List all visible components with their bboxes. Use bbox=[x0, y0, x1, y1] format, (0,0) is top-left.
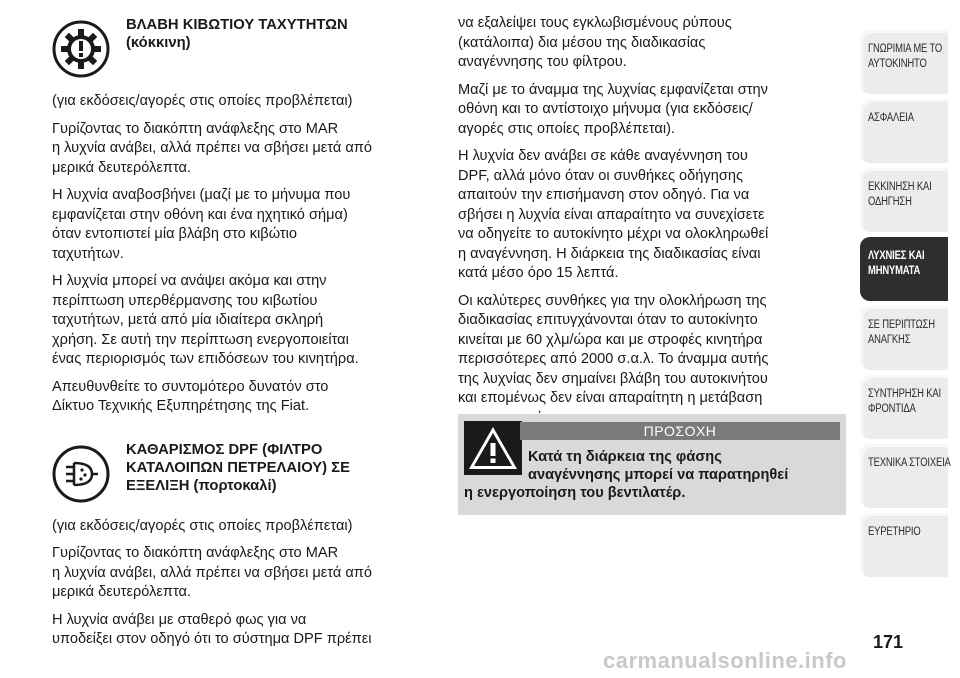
page-number: 171 bbox=[873, 632, 904, 652]
tab-starting-driving[interactable]: ΕΚΚΙΝΗΣΗ ΚΑΙ ΟΔΗΓΗΣΗ bbox=[860, 168, 948, 232]
section-dpf-cleaning-header bbox=[52, 439, 447, 503]
caution-heading: ΠΡΟΣΟΧΗ bbox=[520, 422, 840, 440]
availability-note: (για εκδόσεις/αγορές στις οποίες προβλέπεται) bbox=[52, 93, 353, 109]
paragraph: Απευθυνθείτε το συντομότερο δυνατόν στο Δίκτυο Τεχνικής Εξυπηρέτησης της Fiat. bbox=[52, 378, 329, 414]
paragraph: να εξαλείψει τους εγκλωβισμένους ρύπους (κατάλοιπα) δια μέσου της διαδικασίας αναγέννησης του φίλτρου. bbox=[458, 15, 732, 70]
watermark: carmanualsonline.info bbox=[603, 648, 847, 673]
paragraph: Γυρίζοντας το διακόπτη ανάφλεξης στο MAR η λυχνία ανάβει, αλλά πρέπει να σβήσει μετά από μερικά δευτερόλεπτα. bbox=[52, 120, 372, 176]
paragraph: Οι καλύτερες συνθήκες για την ολοκλήρωση της διαδικασίας επιτυγχάνονται όταν το αυτοκίνητο κινείται με 60 χλμ/ώρα και με στροφές κινητήρα περισσότερες από 2000 σ.α.λ. Το άναμμα αυτής της λυχνίας δεν σημαίνει βλάβη του αυτοκινήτου και επομένως δεν είναι απαραίτητη η μετάβαση bbox=[458, 292, 769, 406]
tab-maintenance-care[interactable]: ΣΥΝΤΗΡΗΣΗ ΚΑΙ ΦΡΟΝΤΙΔΑ bbox=[860, 375, 948, 439]
paragraph: Η λυχνία μπορεί να ανάψει ακόμα και στην περίπτωση υπερθέρμανσης του κιβωτίου ταχυτήτων, μετά από μία ιδιαίτερα σκληρή χρήση. Σε αυτή την περίπτωση ενεργοποιείται ένας περιορισμός των επιδόσεων του κινητήρα. bbox=[52, 273, 359, 367]
chapter-tabs bbox=[860, 30, 951, 582]
paragraph: Η λυχνία αναβοσβήνει (μαζί με το μήνυμα που εμφανίζεται στην οθόνη και ένα ηχητικό σήμα) όταν εντοπιστεί μία βλάβη στο κιβώτιο ταχυτήτων. bbox=[52, 187, 351, 262]
section-dpf-cleaning-title: ΚΑΘΑΡΙΣΜΟΣ DPF (ΦΙΛΤΡΟ ΚΑΤΑΛΟΙΠΩΝ ΠΕΤΡΕΛΑΙΟΥ) ΣΕ ΕΞΕΛΙΞΗ (πορτοκαλί) bbox=[126, 441, 350, 494]
caution-box bbox=[458, 414, 846, 515]
paragraph: Γυρίζοντας το διακόπτη ανάφλεξης στο MAR η λυχνία ανάβει, αλλά πρέπει να σβήσει μετά από μερικά δευτερόλεπτα. bbox=[52, 545, 372, 600]
tab-emergency[interactable]: ΣΕ ΠΕΡΙΠΤΩΣΗ ΑΝΑΓΚΗΣ bbox=[860, 306, 948, 370]
tab-safety[interactable]: ΑΣΦΑΛΕΙΑ bbox=[860, 99, 948, 163]
tab-getting-to-know-car[interactable]: ΓΝΩΡΙΜΙΑ ΜΕ ΤΟ ΑΥΤΟΚΙΝΗΤΟ bbox=[860, 30, 948, 94]
section-gearbox-fault-header bbox=[52, 14, 447, 78]
dpf-filter-icon bbox=[52, 445, 110, 503]
gear-exclamation-icon bbox=[52, 20, 110, 78]
section-gearbox-fault-title: ΒΛΑΒΗ ΚΙΒΩΤΙΟΥ ΤΑΧΥΤΗΤΩΝ (κόκκινη) bbox=[126, 17, 348, 51]
tab-index[interactable]: ΕΥΡΕΤΗΡΙΟ bbox=[860, 513, 948, 577]
tab-technical-data[interactable]: ΤΕΧΝΙΚΑ ΣΤΟΙΧΕΙΑ bbox=[860, 444, 948, 508]
paragraph: Η λυχνία δεν ανάβει σε κάθε αναγέννηση του DPF, αλλά μόνο όταν οι συνθήκες οδήγησης απαιτούν την επισήμανση στον οδηγό. Για να σβήσει η λυχνία είναι απαραίτητο να συνεχίσετε να οδηγείτε το αυτοκίνητο μέχρι να ολοκληρωθεί η αναγέννηση. Η διάρκεια της διαδικασίας είναι κατά μέσο όρο 15 λεπτά. bbox=[458, 148, 769, 281]
availability-note: (για εκδόσεις/αγορές στις οποίες προβλέπεται) bbox=[52, 517, 353, 534]
caution-text: Κατά τη διάρκεια της φάσης αναγέννησης μπορεί να παρατηρηθεί η ενεργοποίηση του βεντιλατέρ. bbox=[464, 449, 789, 501]
paragraph: Η λυχνία ανάβει με σταθερό φως για να υποδείξει στον οδηγό ότι το σύστημα DPF πρέπει bbox=[52, 611, 372, 647]
right-column bbox=[458, 14, 848, 436]
left-column bbox=[52, 14, 447, 658]
paragraph: Μαζί με το άναμμα της λυχνίας εμφανίζεται στην οθόνη και το αντίστοιχο μήνυμα (για εκδόσεις/ αγορές στις οποίες προβλέπεται). bbox=[458, 81, 768, 137]
tab-warning-lights-messages[interactable]: ΛΥΧΝΙΕΣ ΚΑΙ ΜΗΝΥΜΑΤΑ bbox=[860, 237, 948, 301]
